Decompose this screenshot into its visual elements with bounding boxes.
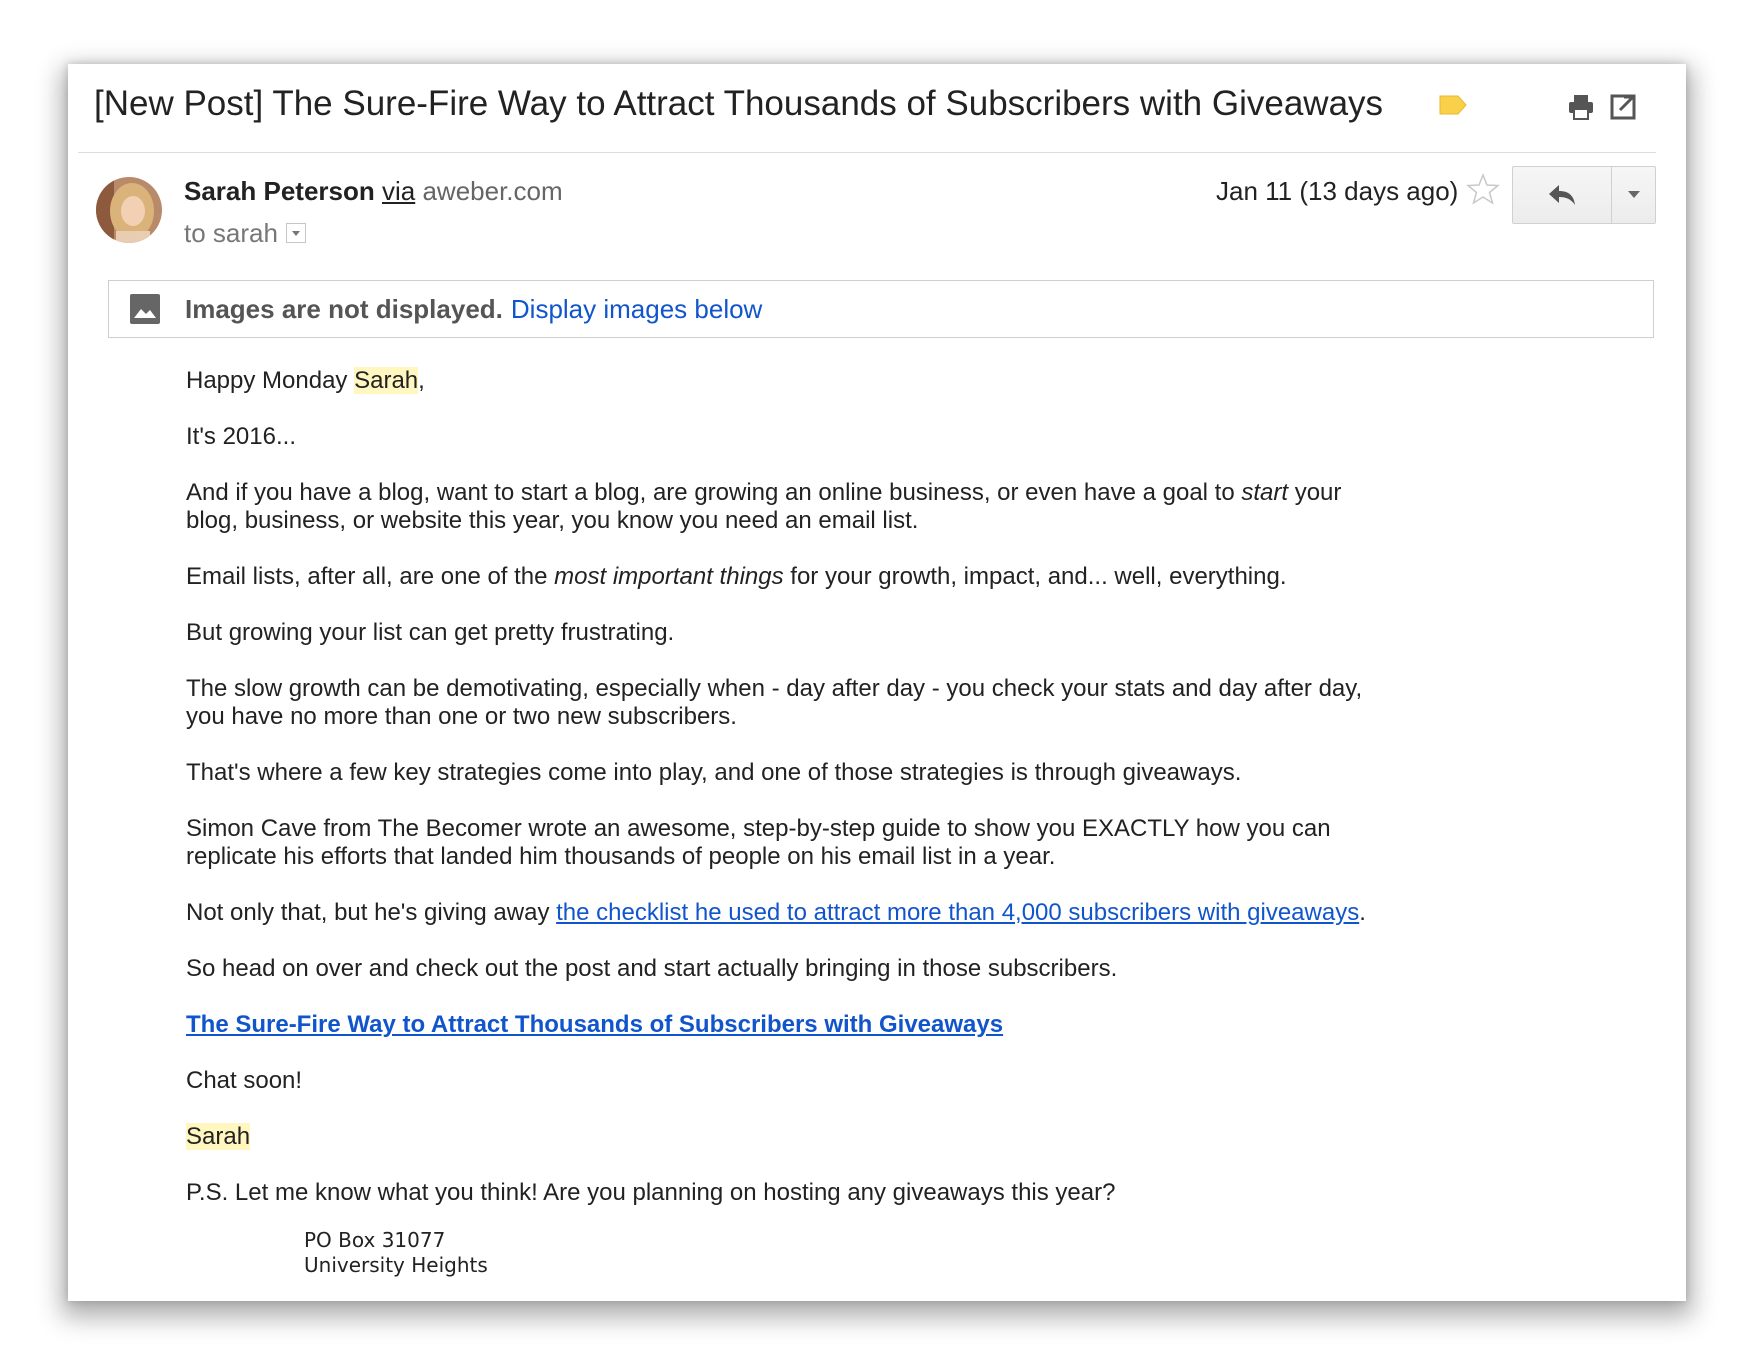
email-window — [68, 64, 1686, 1301]
body-paragraph: The slow growth can be demotivating, especially when - day after day - you check your stats and day after day, you have no more than one or two new subscribers. — [186, 675, 1363, 730]
label-tag-icon[interactable] — [1438, 94, 1468, 121]
post-link-paragraph — [186, 1011, 1386, 1039]
highlighted-name: Sarah — [354, 367, 419, 394]
body-paragraph: Simon Cave from The Becomer wrote an awesome, step-by-step guide to show you EXACTLY how you can replicate his efforts that landed him thousands of people on his email list in a year. — [186, 815, 1331, 870]
body-paragraph: That's where a few key strategies come into play, and one of those strategies is through giveaways. — [186, 759, 1242, 786]
footer-address — [304, 1228, 488, 1278]
body-paragraph: Not only that, but he's giving away the checklist he used to attract more than 4,000 subscribers with giveaways. — [186, 899, 1366, 926]
avatar[interactable] — [96, 177, 162, 243]
header-divider — [78, 152, 1656, 153]
star-icon[interactable] — [1466, 172, 1500, 211]
image-icon — [129, 293, 161, 325]
body-paragraph: And if you have a blog, want to start a blog, are growing an online business, or even have a goal to start your blog, business, or website this year, you know you need an email list. — [186, 479, 1342, 534]
images-notice-text: Images are not displayed. — [185, 293, 503, 324]
body-paragraph: Email lists, after all, are one of the most important things for your growth, impact, and... well, everything. — [186, 563, 1287, 590]
checklist-link[interactable]: the checklist he used to attract more than 4,000 subscribers with giveaways — [556, 899, 1360, 926]
address-line: PO Box 31077 — [304, 1228, 446, 1252]
sender-name[interactable]: Sarah Peterson — [184, 176, 375, 206]
address-line: University Heights — [304, 1253, 488, 1277]
body-paragraph: But growing your list can get pretty frustrating. — [186, 619, 675, 646]
recipient-text: to sarah — [184, 218, 278, 248]
body-paragraph: It's 2016... — [186, 423, 296, 450]
reply-button[interactable] — [1513, 167, 1612, 223]
email-subject: [New Post] The Sure-Fire Way to Attract Thousands of Subscribers with Giveaways — [94, 84, 1384, 123]
recipient-line — [184, 216, 306, 250]
postscript: P.S. Let me know what you think! Are you planning on hosting any giveaways this year? — [186, 1179, 1116, 1206]
reply-button-group — [1512, 166, 1656, 224]
email-body — [186, 367, 1386, 1235]
print-icon[interactable] — [1566, 92, 1596, 127]
new-window-icon[interactable] — [1610, 92, 1638, 127]
signature — [186, 1123, 1386, 1151]
body-paragraph: So head on over and check out the post and start actually bringing in those subscribers. — [186, 955, 1118, 982]
sender-domain: aweber.com — [422, 176, 563, 206]
greeting: Happy Monday Sarah, — [186, 367, 425, 394]
via-link[interactable]: via — [381, 176, 416, 206]
chevron-down-icon[interactable] — [286, 223, 306, 243]
dropdown-arrow-icon — [1627, 190, 1641, 200]
signature-name: Sarah — [186, 1123, 251, 1150]
closing: Chat soon! — [186, 1067, 303, 1094]
reply-icon — [1547, 183, 1577, 207]
images-not-displayed-bar — [108, 280, 1654, 338]
sender-line — [184, 174, 563, 208]
email-date: Jan 11 (13 days ago) — [1216, 176, 1459, 206]
more-actions-button[interactable] — [1612, 167, 1655, 223]
post-link[interactable]: The Sure-Fire Way to Attract Thousands of Subscribers with Giveaways — [186, 1011, 1004, 1038]
display-images-link[interactable]: Display images below — [510, 293, 763, 324]
